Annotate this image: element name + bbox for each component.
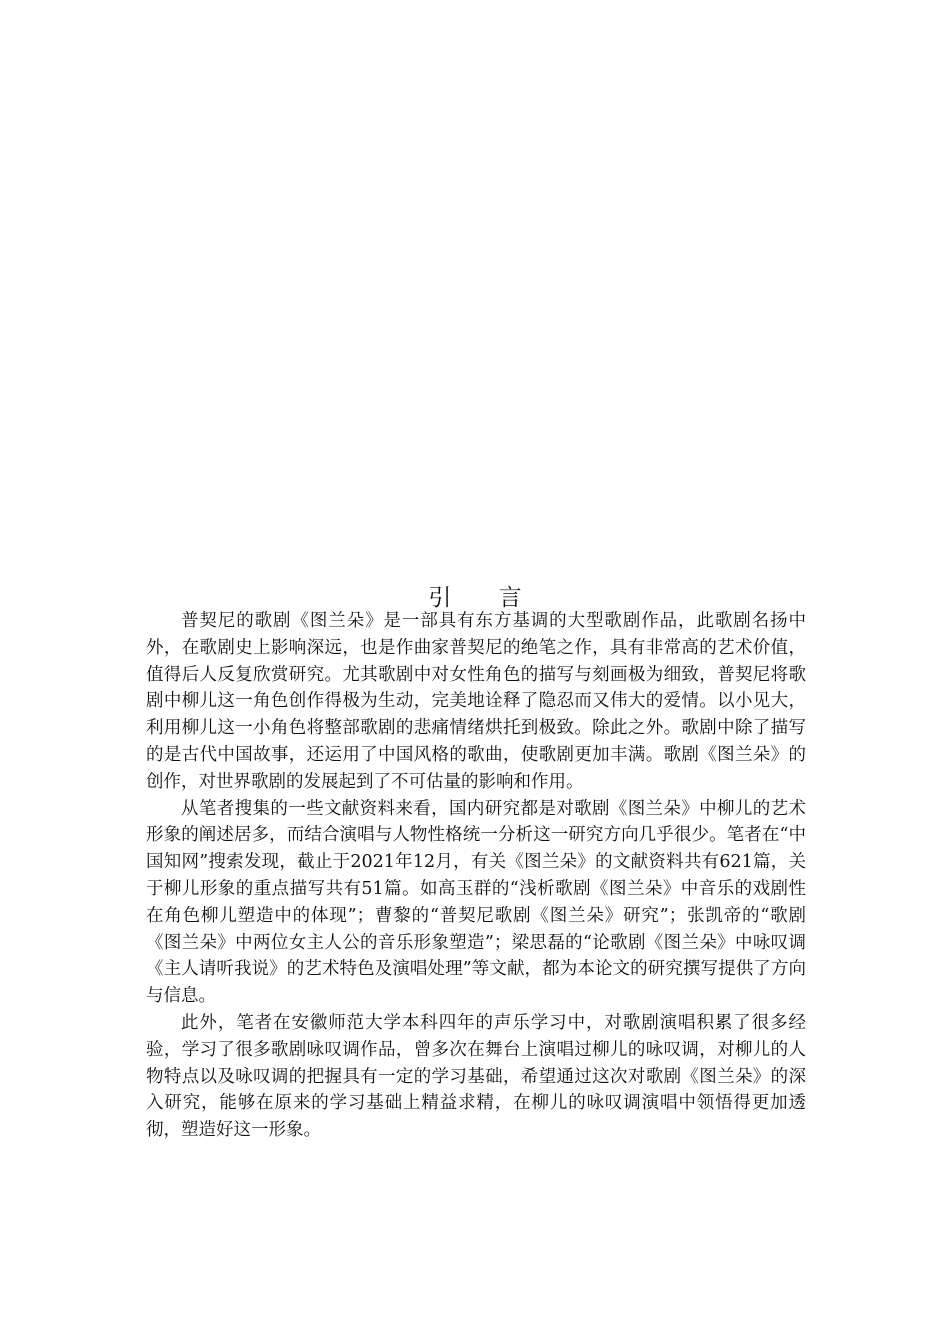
section-heading: 引 言 <box>428 585 542 612</box>
body-text <box>146 608 806 1144</box>
paragraph-1: 普契尼的歌剧《图兰朵》是一部具有东方基调的大型歌剧作品，此歌剧名扬中外，在歌剧史上影响深远，也是作曲家普契尼的绝笔之作，具有非常高的艺术价值，值得后人反复欣赏研究。尤其歌剧中对女性角色的描写与刻画极为细致，普契尼将歌剧中柳儿这一角色创作得极为生动，完美地诠释了隐忍而又伟大的爱情。以小见大，利用柳儿这一小角色将整部歌剧的悲痛情绪烘托到极致。除此之外。歌剧中除了描写的是古代中国故事，还运用了中国风格的歌曲，使歌剧更加丰满。歌剧《图兰朵》的创作，对世界歌剧的发展起到了不可估量的影响和作用。 <box>146 611 806 792</box>
paragraph-2: 从笔者搜集的一些文献资料来看，国内研究都是对歌剧《图兰朵》中柳儿的艺术形象的阐述居多，而结合演唱与人物性格统一分析这一研究方向几乎很少。笔者在“中国知网”搜索发现，截止于2021年12月，有关《图兰朵》的文献资料共有621篇，关于柳儿形象的重点描写共有51篇。如高玉群的“浅析歌剧《图兰朵》中音乐的戏剧性在角色柳儿塑造中的体现”；曹黎的“普契尼歌剧《图兰朵》研究”；张凯帝的“歌剧《图兰朵》中两位女主人公的音乐形象塑造”；梁思磊的“论歌剧《图兰朵》中咏叹调《主人请听我说》的艺术特色及演唱处理”等文献，都为本论文的研究撰写提供了方向与信息。 <box>146 798 806 1007</box>
paragraph-3: 此外，笔者在安徽师范大学本科四年的声乐学习中，对歌剧演唱积累了很多经验，学习了很多歌剧咏叹调作品，曾多次在舞台上演唱过柳儿的咏叹调，对柳儿的人物特点以及咏叹调的把握具有一定的学习基础，希望通过这次对歌剧《图兰朵》的深入研究，能够在原来的学习基础上精益求精，在柳儿的咏叹调演唱中领悟得更加透彻，塑造好这一形象。 <box>146 1012 806 1141</box>
